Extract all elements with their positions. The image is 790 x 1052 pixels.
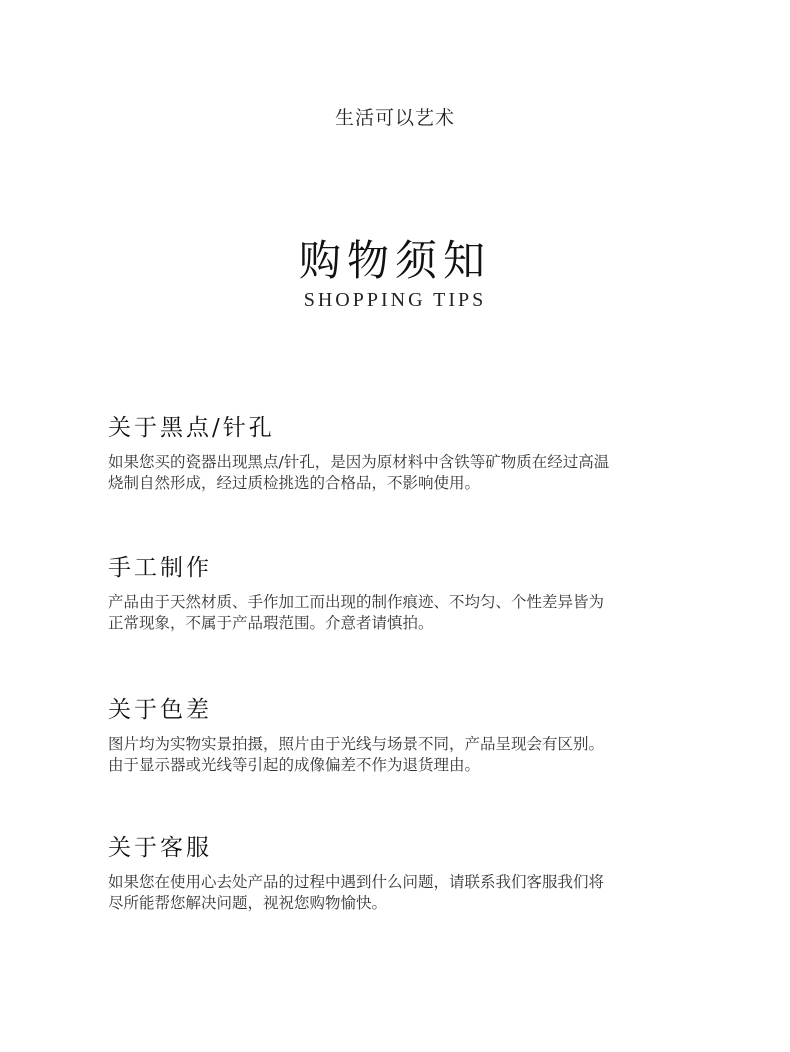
body-line: 正常现象，不属于产品瑕范围。介意者请慎拍。 [108, 613, 434, 632]
section-customer-service [108, 835, 688, 914]
body-line: 图片均为实物实景拍摄，照片由于光线与场景不同，产品呈现会有区别。 [108, 734, 605, 753]
body-line: 如果您买的瓷器出现黑点/针孔，是因为原材料中含铁等矿物质在经过高温 [108, 452, 610, 471]
section-heading: 关于客服 [108, 835, 212, 861]
section-heading: 关于色差 [108, 697, 212, 723]
page-title: 购物须知 [298, 236, 491, 285]
tagline: 生活可以艺术 [334, 107, 455, 129]
page-subtitle: SHOPPING TIPS [303, 289, 487, 311]
section-body [108, 734, 688, 776]
section-heading: 手工制作 [108, 555, 212, 581]
section-color-difference [108, 697, 688, 776]
section-body [108, 872, 688, 914]
section-heading: 关于黑点/针孔 [108, 415, 275, 441]
section-black-spots [108, 415, 688, 494]
body-line: 由于显示器或光线等引起的成像偏差不作为退货理由。 [108, 755, 481, 774]
body-line: 产品由于天然材质、手作加工而出现的制作痕迹、不均匀、个性差异皆为 [108, 592, 605, 611]
section-body [108, 452, 688, 494]
body-line: 如果您在使用心去处产品的过程中遇到什么问题，请联系我们客服我们将 [108, 872, 605, 891]
section-body [108, 592, 688, 634]
body-line: 尽所能帮您解决问题，视祝您购物愉快。 [108, 893, 388, 912]
section-handmade [108, 555, 688, 634]
body-line: 烧制自然形成，经过质检挑选的合格品，不影响使用。 [108, 473, 481, 492]
